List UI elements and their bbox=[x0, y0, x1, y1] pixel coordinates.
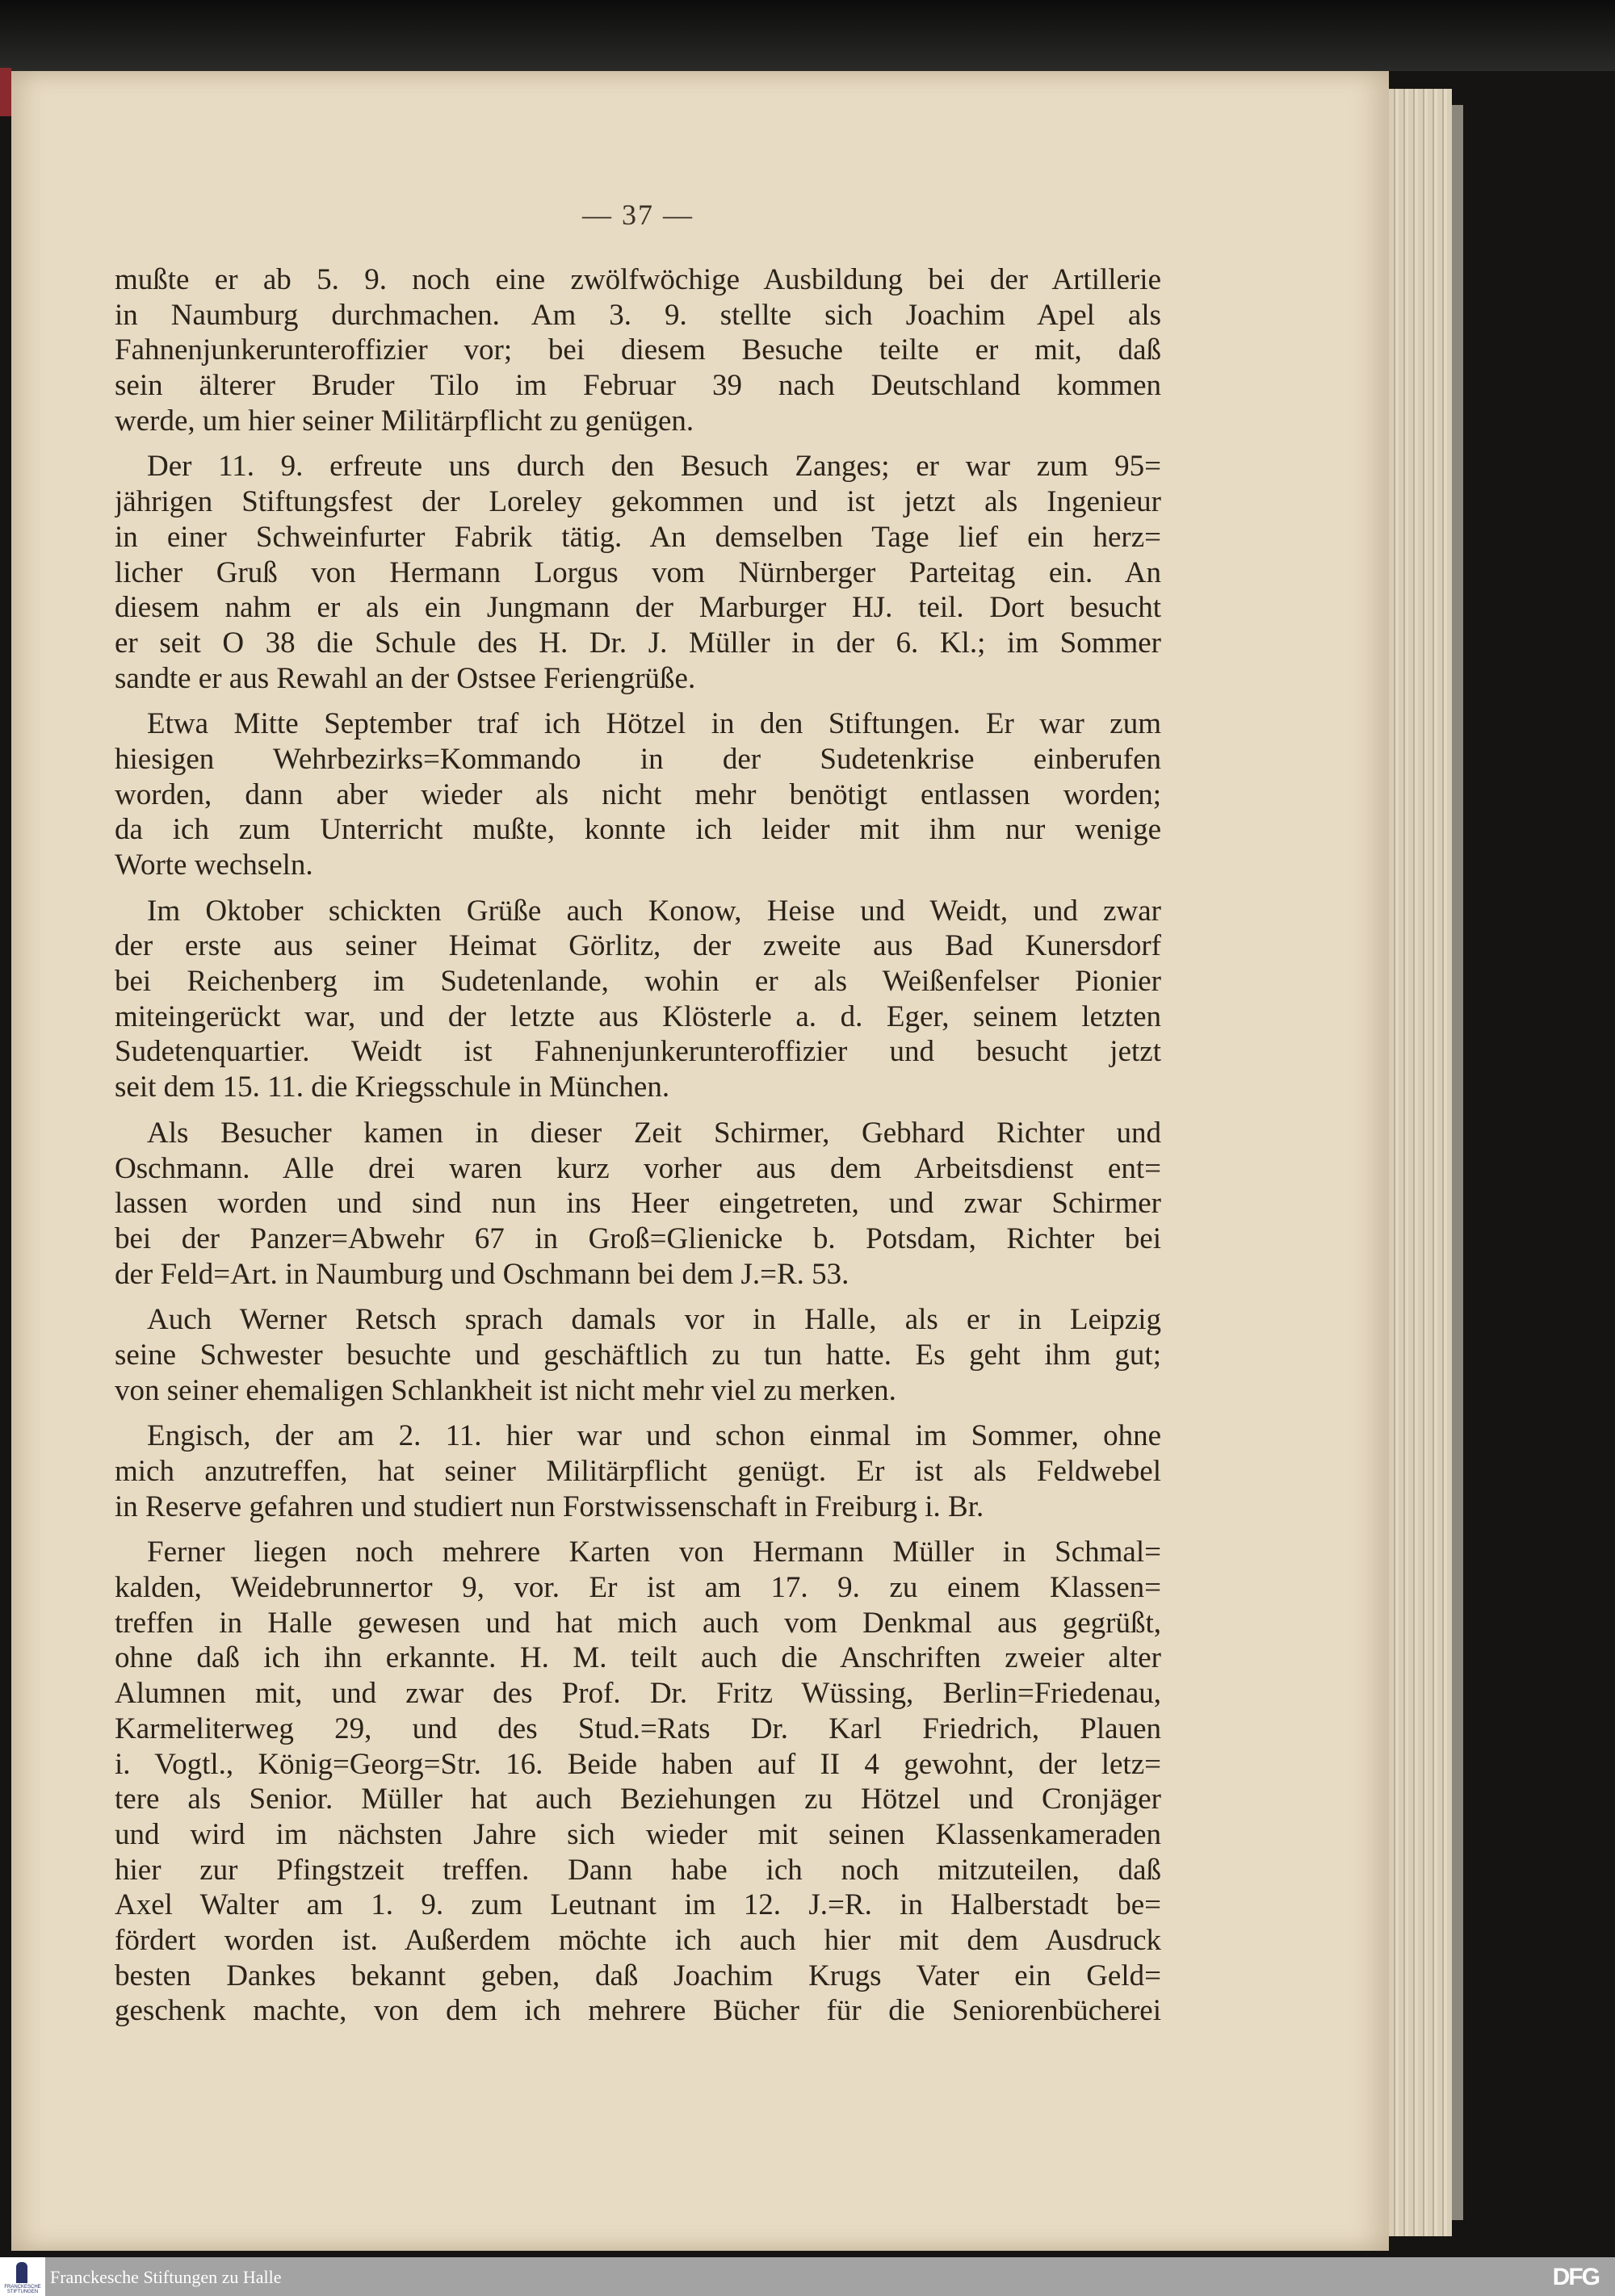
text-line: kalden, Weidebrunnertor 9, vor. Er ist am 17. 9. zu einem Klassen= bbox=[115, 1571, 1161, 1605]
page-body-text bbox=[115, 262, 1161, 2039]
text-line: diesem nahm er als ein Jungmann der Marburger HJ. teil. Dort besucht bbox=[115, 591, 1161, 625]
text-line: bei der Panzer=Abwehr 67 in Groß=Glienicke b. Potsdam, Richter bei bbox=[115, 1221, 1161, 1255]
text-line: von seiner ehemaligen Schlankheit ist nicht mehr viel zu merken. bbox=[115, 1373, 896, 1407]
text-line: Worte wechseln. bbox=[115, 848, 313, 882]
text-line: mußte er ab 5. 9. noch eine zwölfwöchige Ausbildung bei der Artillerie bbox=[115, 263, 1161, 296]
book-cover-edge bbox=[1452, 105, 1463, 2220]
text-line: Fahnenjunkerunteroffizier vor; bei diesem Besuche teilte er mit, daß bbox=[115, 333, 1161, 367]
text-line: sandte er aus Rewahl an der Ostsee Feriengrüße. bbox=[115, 661, 696, 695]
page-edges-stack bbox=[1389, 89, 1452, 2236]
text-line: in Naumburg durchmachen. Am 3. 9. stellte sich Joachim Apel als bbox=[115, 298, 1161, 332]
paragraph bbox=[115, 1116, 1161, 1292]
text-line: da ich zum Unterricht mußte, konnte ich leider mit ihm nur wenige bbox=[115, 813, 1161, 847]
paragraph bbox=[115, 706, 1161, 882]
text-line: Alumnen mit, und zwar des Prof. Dr. Fritz Wüssing, Berlin=Friedenau, bbox=[115, 1677, 1161, 1711]
paragraph bbox=[115, 1302, 1161, 1408]
text-line: lassen worden und sind nun ins Heer eingetreten, und zwar Schirmer bbox=[115, 1187, 1161, 1221]
text-line: i. Vogtl., König=Georg=Str. 16. Beide haben auf II 4 gewohnt, der letz= bbox=[115, 1747, 1161, 1781]
logo-figure-icon bbox=[16, 2262, 27, 2283]
text-line: Oschmann. Alle drei waren kurz vorher aus dem Arbeitsdienst ent= bbox=[115, 1151, 1161, 1185]
logo-caption: FRANCKESCHE STIFTUNGEN bbox=[4, 2285, 41, 2294]
francke-foundation-logo[interactable] bbox=[0, 2257, 45, 2296]
text-line: Auch Werner Retsch sprach damals vor in Halle, als er in Leipzig bbox=[147, 1303, 1161, 1337]
institution-name[interactable]: Franckesche Stiftungen zu Halle bbox=[50, 2267, 282, 2287]
text-line: werde, um hier seiner Militärpflicht zu genügen. bbox=[115, 404, 694, 438]
paragraph bbox=[115, 1535, 1161, 2029]
paragraph bbox=[115, 1418, 1161, 1524]
text-line: mich anzutreffen, hat seiner Militärpflicht genügt. Er ist als Feldwebel bbox=[115, 1455, 1161, 1488]
text-line: miteingerückt war, und der letzte aus Klösterle a. d. Eger, seinem letzten bbox=[115, 999, 1161, 1033]
text-line: der Feld=Art. in Naumburg und Oschmann bei dem J.=R. 53. bbox=[115, 1257, 849, 1291]
text-line: jährigen Stiftungsfest der Loreley gekommen und ist jetzt als Ingenieur bbox=[115, 485, 1161, 519]
text-line: Der 11. 9. erfreute uns durch den Besuch Zanges; er war zum 95= bbox=[147, 450, 1161, 484]
text-line: treffen in Halle gewesen und hat mich auch vom Denkmal aus gegrüßt, bbox=[115, 1606, 1161, 1640]
text-line: und wird im nächsten Jahre sich wieder mit seinen Klassenkameraden bbox=[115, 1817, 1161, 1851]
text-line: der erste aus seiner Heimat Görlitz, der zweite aus Bad Kunersdorf bbox=[115, 929, 1161, 963]
text-line: Etwa Mitte September traf ich Hötzel in den Stiftungen. Er war zum bbox=[147, 707, 1161, 741]
text-line: bei Reichenberg im Sudetenlande, wohin er als Weißenfelser Pionier bbox=[115, 965, 1161, 999]
text-line: Engisch, der am 2. 11. hier war und schon einmal im Sommer, ohne bbox=[147, 1419, 1161, 1453]
page-number: — 37 — bbox=[582, 199, 694, 231]
text-line: Ferner liegen noch mehrere Karten von Hermann Müller in Schmal= bbox=[147, 1536, 1161, 1569]
text-line: seine Schwester besuchte und geschäftlich zu tun hatte. Es geht ihm gut; bbox=[115, 1338, 1161, 1372]
text-line: Sudetenquartier. Weidt ist Fahnenjunkerunteroffizier und besucht jetzt bbox=[115, 1035, 1161, 1069]
text-line: fördert worden ist. Außerdem möchte ich auch hier mit dem Ausdruck bbox=[115, 1923, 1161, 1957]
text-line: hier zur Pfingstzeit treffen. Dann habe ich noch mitzuteilen, daß bbox=[115, 1853, 1161, 1887]
text-line: in einer Schweinfurter Fabrik tätig. An demselben Tage lief ein herz= bbox=[115, 520, 1161, 554]
text-line: geschenk machte, von dem ich mehrere Bücher für die Seniorenbücherei bbox=[115, 1994, 1161, 2028]
scan-background-top bbox=[0, 0, 1615, 71]
text-line: Im Oktober schickten Grüße auch Konow, Heise und Weidt, und zwar bbox=[147, 894, 1161, 928]
text-line: seit dem 15. 11. die Kriegsschule in München. bbox=[115, 1070, 670, 1104]
paragraph bbox=[115, 894, 1161, 1105]
viewer-footer-bar bbox=[0, 2257, 1615, 2296]
text-line: ohne daß ich ihn erkannte. H. M. teilt auch die Anschriften zweier alter bbox=[115, 1641, 1161, 1675]
text-line: hiesigen Wehrbezirks=Kommando in der Sudetenkrise einberufen bbox=[115, 742, 1161, 776]
text-line: licher Gruß von Hermann Lorgus vom Nürnberger Parteitag ein. An bbox=[115, 555, 1161, 589]
paragraph bbox=[115, 449, 1161, 696]
text-line: Axel Walter am 1. 9. zum Leutnant im 12. J.=R. in Halberstadt be= bbox=[115, 1888, 1161, 1922]
text-line: besten Dankes bekannt geben, daß Joachim Krugs Vater ein Geld= bbox=[115, 1959, 1161, 1992]
text-line: sein älterer Bruder Tilo im Februar 39 nach Deutschland kommen bbox=[115, 369, 1161, 403]
text-line: Als Besucher kamen in dieser Zeit Schirmer, Gebhard Richter und bbox=[147, 1116, 1161, 1150]
text-line: er seit O 38 die Schule des H. Dr. J. Müller in der 6. Kl.; im Sommer bbox=[115, 626, 1161, 660]
paragraph bbox=[115, 262, 1161, 438]
book-binding-edge bbox=[0, 68, 11, 116]
dfg-logo[interactable]: DFG bbox=[1552, 2264, 1599, 2290]
text-line: tere als Senior. Müller hat auch Beziehungen zu Hötzel und Cronjäger bbox=[115, 1783, 1161, 1816]
text-line: in Reserve gefahren und studiert nun Forstwissenschaft in Freiburg i. Br. bbox=[115, 1489, 984, 1523]
text-line: Karmeliterweg 29, und des Stud.=Rats Dr. Karl Friedrich, Plauen bbox=[115, 1712, 1161, 1745]
text-line: worden, dann aber wieder als nicht mehr benötigt entlassen worden; bbox=[115, 777, 1161, 811]
